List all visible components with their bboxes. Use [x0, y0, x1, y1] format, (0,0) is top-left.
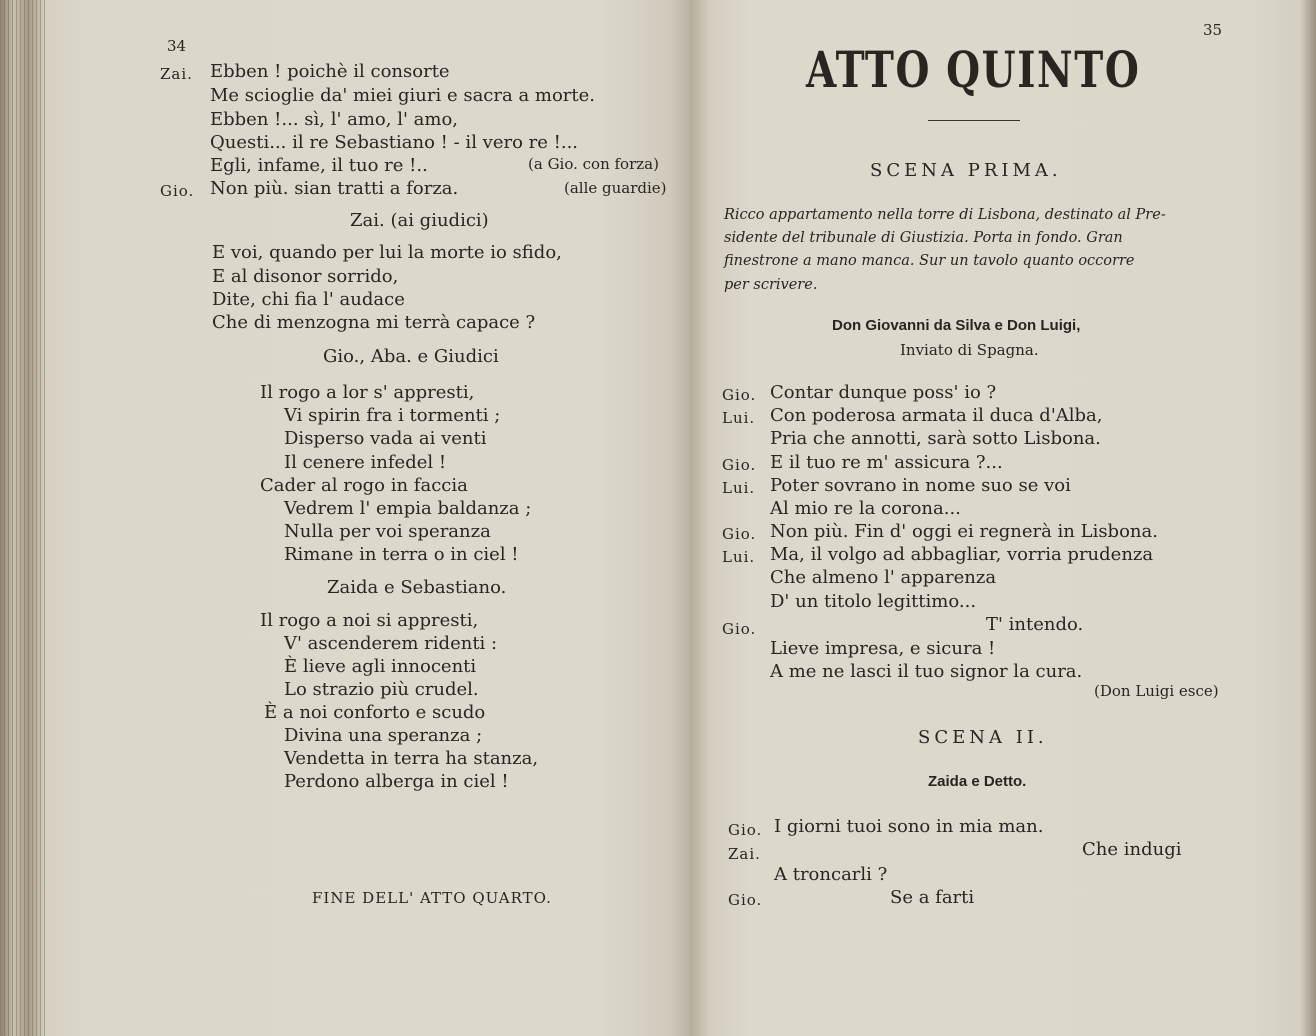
section-heading: Gio., Aba. e Giudici — [323, 346, 499, 367]
verse-line: Ebben !... sì, l' amo, l' amo, — [210, 109, 459, 130]
scene-heading: SCENA PRIMA. — [870, 160, 1062, 181]
speaker-label: Gio. — [728, 891, 763, 909]
verse-line: Vi spirin fra i tormenti ; — [284, 405, 501, 426]
speaker-label: Zai. — [160, 65, 193, 83]
verse-line: Ebben ! poichè il consorte — [210, 61, 450, 82]
verse-line: T' intendo. — [986, 614, 1084, 635]
verse-line: A troncarli ? — [774, 864, 888, 885]
verse-line: E il tuo re m' assicura ?... — [770, 452, 1003, 473]
verse-line: Al mio re la corona... — [770, 498, 961, 519]
verse-line: È lieve agli innocenti — [284, 656, 477, 677]
verse-line: Me scioglie da' miei giuri e sacra a morte. — [210, 85, 596, 106]
section-heading: Zaida e Sebastiano. — [327, 577, 507, 598]
page-number: 35 — [1203, 21, 1223, 39]
verse-line: Il rogo a lor s' appresti, — [260, 382, 475, 403]
verse-line: Il cenere infedel ! — [284, 452, 447, 473]
verse-line: Vedrem l' empia baldanza ; — [284, 498, 532, 519]
verse-line: Lo strazio più crudel. — [284, 679, 479, 700]
verse-line: E voi, quando per lui la morte io sfido, — [212, 242, 562, 263]
verse-line: Egli, infame, il tuo re !.. — [210, 155, 428, 176]
verse-line: V' ascenderem ridenti : — [284, 633, 498, 654]
speaker-label: Gio. — [722, 456, 757, 474]
characters-line: Inviato di Spagna. — [900, 341, 1039, 359]
verse-line: Vendetta in terra ha stanza, — [284, 748, 539, 769]
verse-line: Cader al rogo in faccia — [260, 475, 468, 496]
speaker-label: Lui. — [722, 409, 756, 427]
characters-line: Don Giovanni da Silva e Don Luigi, — [832, 317, 1081, 334]
section-heading: Zai. (ai giudici) — [350, 210, 489, 231]
act-title: ATTO QUINTO — [806, 40, 1141, 99]
characters-line: Zaida e Detto. — [928, 773, 1027, 790]
verse-line: Dite, chi fia l' audace — [212, 289, 405, 310]
verse-line: Che almeno l' apparenza — [770, 567, 997, 588]
verse-line: Pria che annotti, sarà sotto Lisbona. — [770, 428, 1101, 449]
speaker-label: Gio. — [160, 182, 195, 200]
decorative-rule — [928, 120, 1020, 121]
verse-line: Rimane in terra o in ciel ! — [284, 544, 519, 565]
verse-line: Che di menzogna mi terrà capace ? — [212, 312, 536, 333]
verse-line: Non più. Fin d' oggi ei regnerà in Lisbona. — [770, 521, 1158, 542]
stage-description: Ricco appartamento nella torre di Lisbona, destinato al Pre- — [724, 207, 1166, 223]
speaker-label: Gio. — [722, 386, 757, 404]
verse-line: Il rogo a noi si appresti, — [260, 610, 479, 631]
speaker-label: Gio. — [728, 821, 763, 839]
verse-line: D' un titolo legittimo... — [770, 591, 977, 612]
page-number: 34 — [167, 37, 187, 55]
verse-line: Nulla per voi speranza — [284, 521, 491, 542]
scene-heading: SCENA II. — [918, 727, 1048, 748]
verse-line: Lieve impresa, e sicura ! — [770, 638, 996, 659]
stage-description: per scrivere. — [724, 277, 818, 293]
verse-line: Disperso vada ai venti — [284, 428, 487, 449]
speaker-label: Lui. — [722, 479, 756, 497]
act-end-footer: FINE DELL' ATTO QUARTO. — [312, 889, 552, 907]
verse-line: Ma, il volgo ad abbagliar, vorria prudenza — [770, 544, 1154, 565]
verse-line: Non più. sian tratti a forza. — [210, 178, 459, 199]
verse-line: I giorni tuoi sono in mia man. — [774, 816, 1044, 837]
verse-line: Perdono alberga in ciel ! — [284, 771, 509, 792]
verse-line: Divina una speranza ; — [284, 725, 483, 746]
speaker-label: Gio. — [722, 525, 757, 543]
page-edges — [4, 0, 48, 1036]
verse-line: È a noi conforto e scudo — [264, 702, 486, 723]
speaker-label: Zai. — [728, 845, 761, 863]
verse-line: Con poderosa armata il duca d'Alba, — [770, 405, 1103, 426]
stage-direction: (alle guardie) — [564, 179, 667, 197]
verse-line: A me ne lasci il tuo signor la cura. — [770, 661, 1083, 682]
verse-line: Se a farti — [890, 887, 975, 908]
verse-line: Questi... il re Sebastiano ! - il vero re !... — [210, 132, 579, 153]
stage-direction: (a Gio. con forza) — [528, 155, 659, 173]
stage-direction: (Don Luigi esce) — [1094, 682, 1219, 700]
verse-line: E al disonor sorrido, — [212, 266, 399, 287]
speaker-label: Lui. — [722, 548, 756, 566]
verse-line: Che indugi — [1082, 839, 1182, 860]
speaker-label: Gio. — [722, 620, 757, 638]
stage-description: finestrone a mano manca. Sur un tavolo quanto occorre — [724, 253, 1135, 269]
stage-description: sidente del tribunale di Giustizia. Porta in fondo. Gran — [724, 230, 1123, 246]
verse-line: Poter sovrano in nome suo se voi — [770, 475, 1071, 496]
verse-line: Contar dunque poss' io ? — [770, 382, 997, 403]
